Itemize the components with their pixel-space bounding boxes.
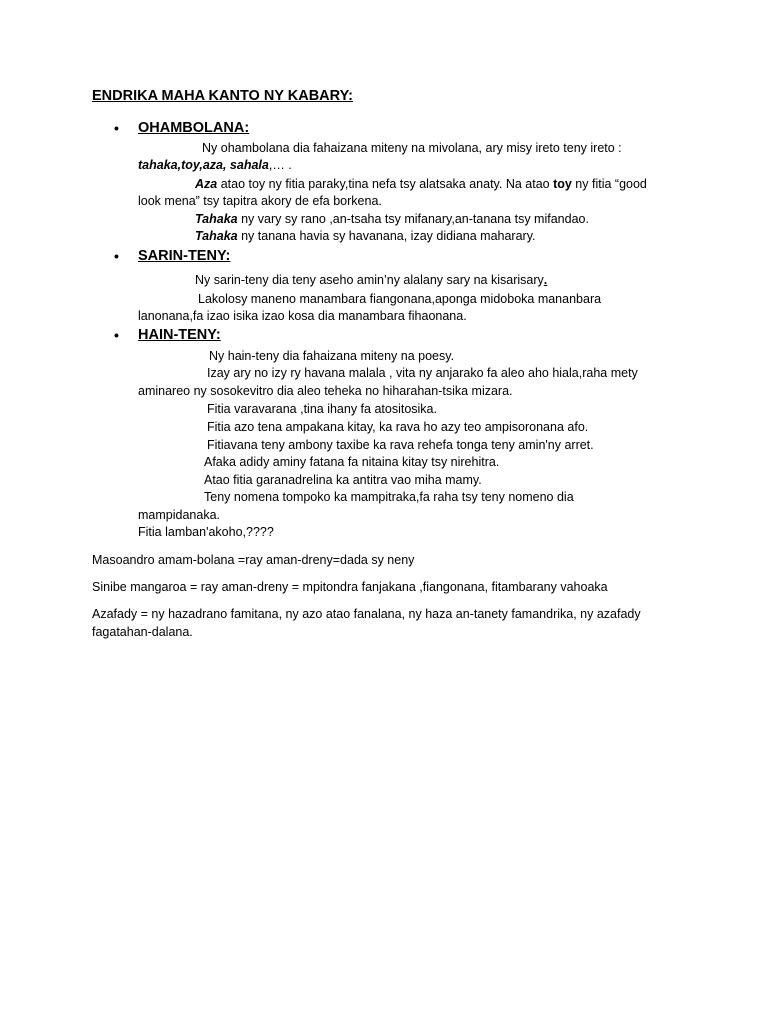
hain-teny-line-11: Fitia lamban'akoho,???? [138,525,274,539]
ohambolana-line-5 [195,211,589,228]
hain-teny-line-7: Afaka adidy aminy fatana fa nitaina kitay tsy nirehitra. [204,455,500,469]
ohambolana-ellipsis: ,… . [268,158,292,172]
hain-teny-line-8: Atao fitia garanadrelina ka antitra vao miha mamy. [204,473,482,487]
hain-teny-line-10: mampidanaka. [138,508,220,522]
tahaka-text-1: ny vary sy rano ,an-tsaha tsy mifanary,an-tanana tsy mifandao. [237,212,589,226]
ohambolana-words: tahaka,toy,aza, sahala [138,158,269,172]
hain-teny-line-4: Fitia varavarana ,tina ihany fa atositosika. [207,402,437,416]
bullet-hain-teny: • [114,327,119,343]
sarin-teny-definition: Ny sarin-teny dia teny aseho amin’ny alalany sary na kisarisary [195,273,544,287]
aza-word: Aza [195,177,218,191]
hain-teny-line-5: Fitia azo tena ampakana kitay, ka rava ho azy teo ampisoronana afo. [207,420,589,434]
paragraph-azafady-line-2: fagatahan-dalana. [92,625,193,639]
ohambolana-line-4: look mena” tsy tapitra akory de efa borkena. [138,194,382,208]
tahaka-word-1: Tahaka [195,212,238,226]
sarin-teny-line-2: Lakolosy maneno manambara fiangonana,aponga midoboka mananbara [198,292,602,306]
toy-text: ny fitia “good [571,177,647,191]
heading-hain-teny: HAIN-TENY: [138,327,221,343]
document-title: ENDRIKA MAHA KANTO NY KABARY: [92,88,353,104]
bullet-sarin-teny: • [114,248,119,264]
ohambolana-line-6 [195,228,536,245]
aza-text: atao toy ny fitia paraky,tina nefa tsy alatsaka anaty. Na atao [217,177,554,191]
ohambolana-line-1: Ny ohambolana dia fahaizana miteny na mivolana, ary misy ireto teny ireto : [202,141,622,155]
sarin-teny-period: . [543,273,548,287]
heading-sarin-teny: SARIN-TENY: [138,248,231,264]
paragraph-masoandro: Masoandro amam-bolana =ray aman-dreny=dada sy neny [92,553,415,567]
hain-teny-line-3: aminareo ny sosokevitro dia aleo teheka no hiharahan-tsika mizara. [138,384,513,398]
toy-word: toy [553,177,572,191]
ohambolana-line-2 [138,157,292,174]
hain-teny-line-1: Ny hain-teny dia fahaizana miteny na poesy. [209,349,455,363]
hain-teny-line-2: Izay ary no izy ry havana malala , vita ny anjarako fa aleo aho hiala,raha mety [207,366,638,380]
tahaka-word-2: Tahaka [195,229,238,243]
hain-teny-line-9: Teny nomena tompoko ka mampitraka,fa raha tsy teny nomeno dia [204,490,574,504]
heading-ohambolana: OHAMBOLANA: [138,120,250,136]
paragraph-sinibe: Sinibe mangaroa = ray aman-dreny = mpitondra fanjakana ,fiangonana, fitambarany vahoaka [92,580,608,594]
sarin-teny-line-1 [195,272,547,289]
hain-teny-line-6: Fitiavana teny ambony taxibe ka rava rehefa tonga teny amin'ny arret. [207,438,594,452]
bullet-ohambolana: • [114,120,119,136]
tahaka-text-2: ny tanana havia sy havanana, izay didiana maharary. [237,229,536,243]
paragraph-azafady-line-1: Azafady = ny hazadrano famitana, ny azo atao fanalana, ny haza an-tanety famandrika, ny azafady [92,607,641,621]
ohambolana-line-3 [195,176,647,193]
sarin-teny-line-3: lanonana,fa izao isika izao kosa dia manambara fihaonana. [138,309,467,323]
